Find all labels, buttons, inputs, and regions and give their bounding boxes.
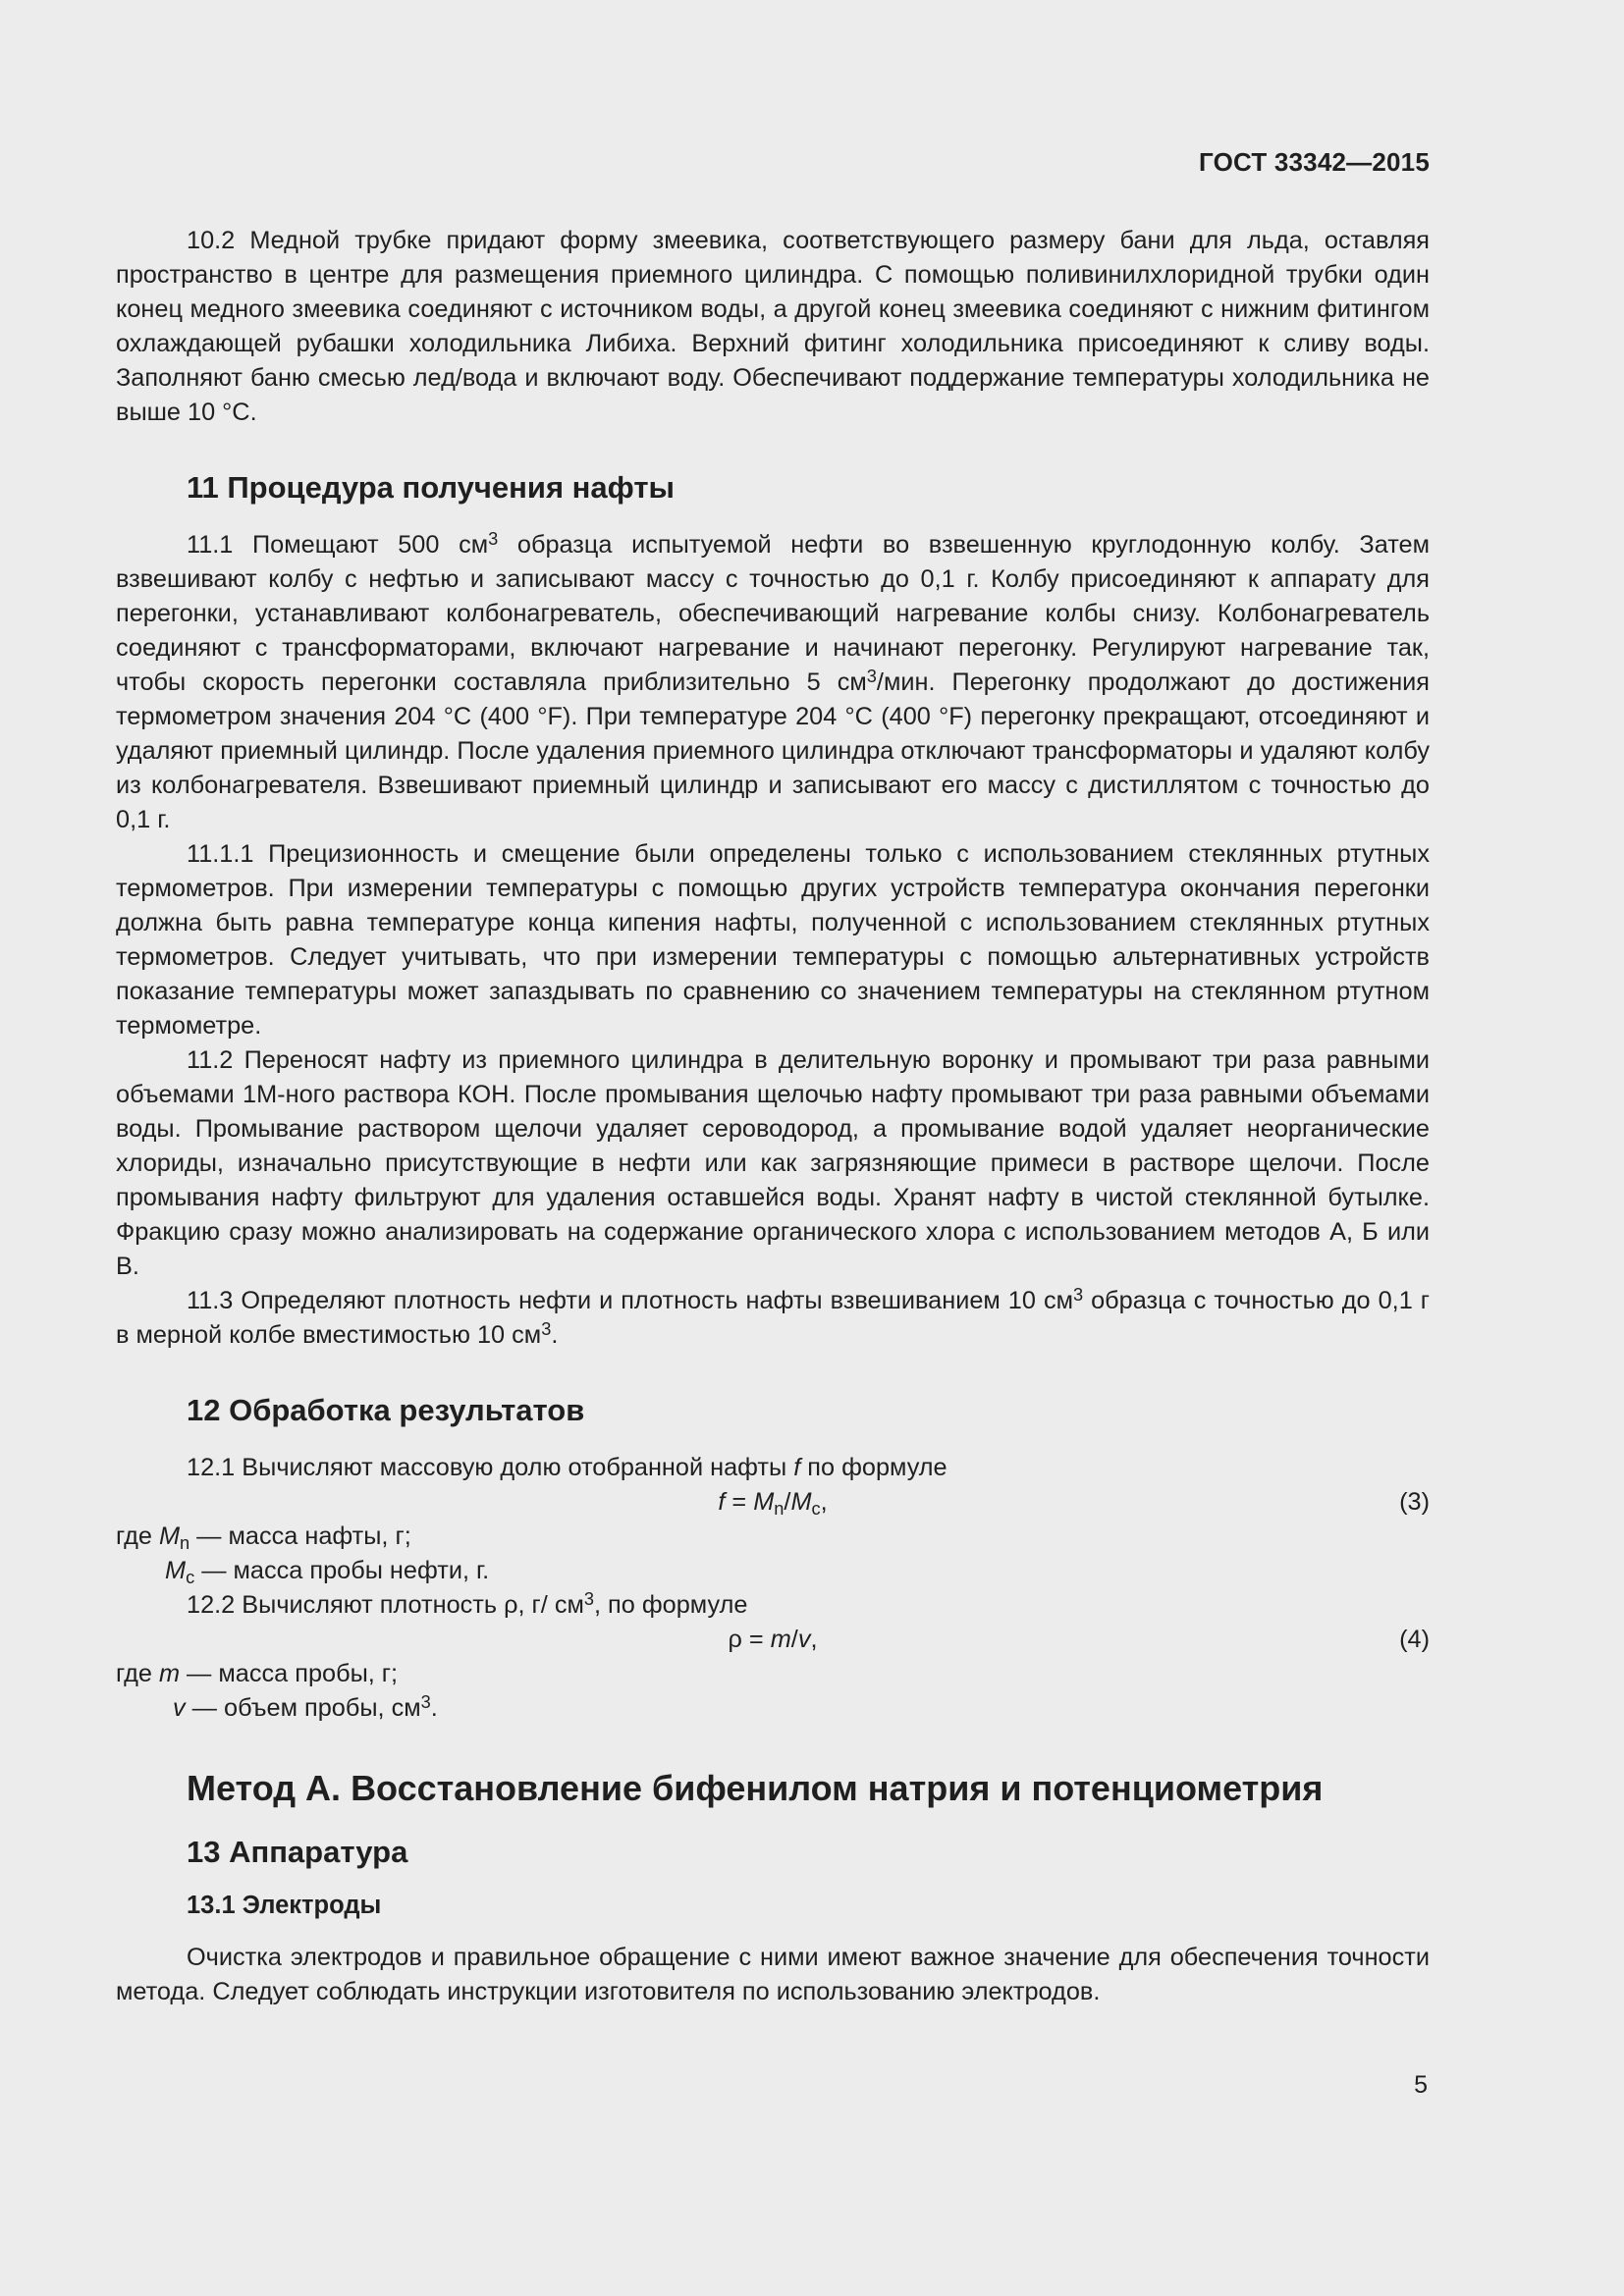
section-11-title: 11 Процедура получения нафты: [187, 470, 675, 505]
formula-3-number: (3): [1399, 1488, 1430, 1516]
paragraph-12-1: 12.1 Вычисляют массовую долю отобранной нафты f по формуле: [187, 1454, 947, 1481]
paragraph-11-1: 11.1 Помещают 500 $см^3$ образца испытуемой нефти во взвешенную круглодонную колбу. Затем взвешивают колбу с нефтью и записывают массу с точностью до 0,1 г. Колбу присоединяют к аппарату для перегонки, устанавливают колбонагреватель, обеспечивающий нагревание колбы снизу. Колбонагреватель соединяют с трансформаторами, включают нагревание и начинают перегонку. Регулируют нагревание так, чтобы скорость перегонки составляла приблизительно 5 $см^3$/мин. Перегонку продолжают до достижения термометром значения 204 °С (400 °F). При температуре 204 °С (400 °F) перегонку прекращают, отсоединяют и удаляют приемный цилиндр. После удаления приемного цилиндра отключают трансформаторы и удаляют колбу из колбонагревателя. Взвешивают приемный цилиндр и записывают его массу с дистиллятом с точностью до 0,1 г.: [116, 528, 1431, 833]
paragraph-12-2: 12.2 Вычисляют плотность ρ, г/ $см^3$, по формуле: [187, 1588, 748, 1619]
formula-4-number: (4): [1399, 1626, 1430, 1653]
standard-header: ГОСТ 33342—2015: [1199, 147, 1430, 177]
paragraph-11-1-1: 11.1.1 Прецизионность и смещение были определены только с использованием стеклянных ртутных термометров. При измерении температуры с помощью других устройств температура окончания перегонки должна быть равна температуре конца кипения нафты, полученной с использованием стеклянных ртутных термометров. Следует учитывать, что при измерении температуры с помощью альтернативных устройств показание температуры может запаздывать по сравнению со значением температуры на стеклянном ртутном термометре.: [116, 840, 1430, 1040]
where-mn: где $M_n$ — масса нафты, г;: [116, 1522, 411, 1554]
where-v: v — объем пробы, $см^3$.: [173, 1691, 438, 1722]
page-number: 5: [1414, 2071, 1428, 2099]
page-content: [116, 224, 1430, 2009]
paragraph-13-1: Очистка электродов и правильное обращение с ними имеют важное значение для обеспечения точности метода. Следует соблюдать инструкции изготовителя по использованию электродов.: [116, 1944, 1430, 2005]
method-a-title: Метод А. Восстановление бифенилом натрия и потенциометрия: [187, 1768, 1324, 1808]
section-13-title: 13 Аппаратура: [187, 1835, 408, 1869]
formula-3-expression: $f = M_n/M_c$,: [718, 1488, 828, 1520]
paragraph-11-3: 11.3 Определяют плотность нефти и плотность нафты взвешиванием 10 $см^3$ образца с точностью до 0,1 г в мерной колбе вместимостью 10 $см^3$.: [116, 1284, 1431, 1349]
where-m: где m — масса пробы, г;: [116, 1660, 399, 1687]
paragraph-10-2: 10.2 Медной трубке придают форму змеевика, соответствующего размеру бани для льда, оставляя пространство в центре для размещения приемного цилиндра. С помощью поливинилхлоридной трубки один конец медного змеевика соединяют с источником воды, а другой конец змеевика соединяют с нижним фитингом охлаждающей рубашки холодильника Либиха. Верхний фитинг холодильника присоединяют к сливу воды. Заполняют баню смесью лед/вода и включают воду. Обеспечивают поддержание температуры холодильника не выше 10 °С.: [116, 227, 1430, 426]
formula-3: [116, 1485, 1430, 1520]
section-12-title: 12 Обработка результатов: [187, 1393, 585, 1427]
paragraph-11-2: 11.2 Переносят нафту из приемного цилиндра в делительную воронку и промывают три раза равными объемами 1М-ного раствора КОН. После промывания щелочью нафту промывают три раза равными объемами воды. Промывание раствором щелочи удаляет сероводород, а промывание водой удаляет неорганические хлориды, изначально присутствующие в нефти или как загрязняющие примеси в растворе щелочи. После промывания нафту фильтруют для удаления оставшейся воды. Хранят нафту в чистой стеклянной бутылке. Фракцию сразу можно анализировать на содержание органического хлора с использованием методов А, Б или В.: [116, 1046, 1430, 1280]
subsection-13-1-title: 13.1 Электроды: [187, 1892, 382, 1919]
formula-4: [116, 1623, 1430, 1657]
where-mc: $M_c$ — масса пробы нефти, г.: [165, 1557, 490, 1588]
formula-4-expression: ρ = m/v,: [728, 1626, 818, 1653]
